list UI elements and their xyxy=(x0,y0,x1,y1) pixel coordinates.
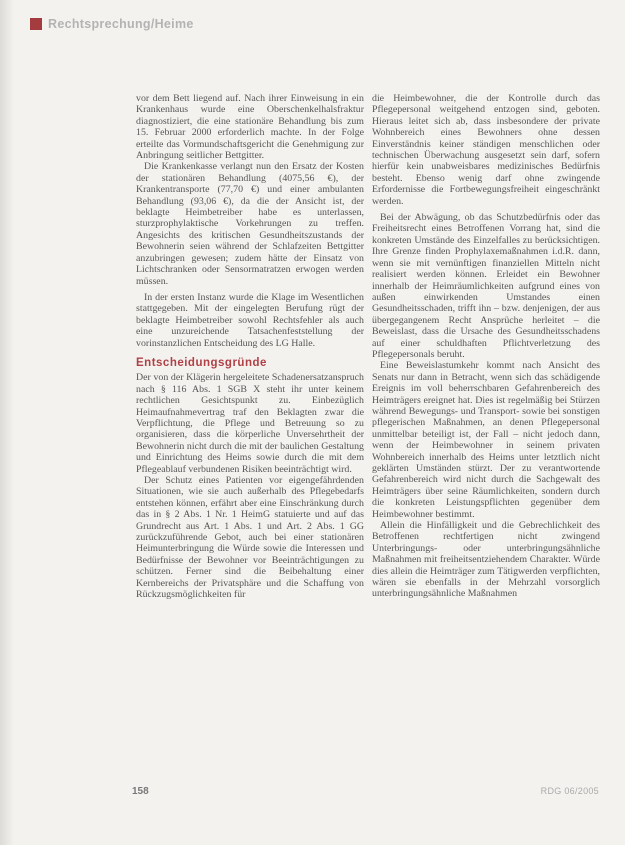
section-heading: Entscheidungsgründe xyxy=(136,356,267,369)
paragraph: Eine Beweislastumkehr kommt nach Ansicht des Senats nur dann in Betracht, wenn sich das schädigende Ereignis im voll beherrschbaren Gefahrenbereich des Heimträgers ereignet hat. Dies ist regelmäßig bei Stürzen während Bewegungs- und Transport- sowie bei sonstigen pflegerischen Maßnahmen, an denen Pflegepersonal unmittelbar beteiligt ist, der Fall – nicht jedoch dann, wenn der Heimbewohner in seinem privaten Wohnbereich innerhalb des Heims unter letztlich nicht geklärten Umständen stürzt. Der zu verantwortende Gefahrenbereich wird nicht durch die Sachgewalt des Heimträgers über seine Räumlichkeiten, sondern durch die konkreten Leistungspflichten gegenüber dem Heimbewohner bestimmt. xyxy=(372,360,600,520)
paragraph: Allein die Hinfälligkeit und die Gebrechlichkeit des Betroffenen rechtfertigen nicht zwingend Unterbringungs- oder unterbringungsähnliche Maßnahmen mit freiheitsentziehendem Charakter. Würde dies allein die Heimträger zum Tätigwerden verpflichten, wären sie ebenfalls in der Mehrzahl vorsorglich unterbringungsähnliche Maßnahmen xyxy=(372,520,600,600)
journal-reference: RDG 06/2005 xyxy=(540,786,599,796)
section-marker-icon xyxy=(30,18,42,30)
page-edge-shadow xyxy=(0,0,14,845)
right-column xyxy=(372,93,600,600)
paragraph: In der ersten Instanz wurde die Klage im Wesentlichen stattgegeben. Mit der eingelegten Berufung rügt der beklagte Heimbetreiber sowohl Rechtsfehler als auch eine unzureichende Tatsachenfeststellung der vorinstanzlichen Entscheidung des LG Halle. xyxy=(136,291,364,349)
paragraph: Bei der Abwägung, ob das Schutzbedürfnis oder das Freiheitsrecht eines Betroffenen Vorrang hat, sind die konkreten Umstände des Einzelfalles zu berücksichtigen. Ihre Grenze finden Prophylaxemaßnahmen i.d.R. dann, wenn sie mit vernünftigen finanziellen Mitteln nicht realisiert werden können. Erleidet ein Bewohner innerhalb der Heimräumlichkeiten aufgrund eines von außen einwirkenden Umstandes einen Gesundheitsschaden, trifft ihn – bzw. denjenigen, der aus übergegangenem Recht Ansprüche herleitet – die Beweislast, dass die Ursache des Gesundheitsschadens auf einer schuldhaften Pflichtverletzung des Pflegepersonals beruht. xyxy=(372,212,600,360)
paragraph: vor dem Bett liegend auf. Nach ihrer Einweisung in ein Krankenhaus wurde eine Oberschenkelhalsfraktur diagnostiziert, die eine stationäre Behandlung bis zum 15. Februar 2000 erforderlich machte. In der Folge erteilte das Vormundschaftsgericht die Genehmigung zur Anbringung seitlicher Bettgitter. xyxy=(136,93,364,162)
page-number: 158 xyxy=(132,786,149,797)
paragraph: Der von der Klägerin hergeleitete Schadenersatzanspruch nach § 116 Abs. 1 SGB X steht ihr unter keinem rechtlichen Gesichtspunkt zu. Einbezüglich Heimaufnahmevertrag traf den Beklagten zwar die Verpflichtung, die Pflege und Betreuung so zu organisieren, dass die körperliche Unversehrtheit der Bewohnerin nicht durch die mit der baulichen Gestaltung und Einrichtung des Heims sowie durch die mit dem Pflegeablauf verbundenen Risiken beeinträchtigt wird. xyxy=(136,372,364,475)
section-label: Rechtsprechung/Heime xyxy=(48,17,194,31)
paragraph: Die Krankenkasse verlangt nun den Ersatz der Kosten der stationären Behandlung (4075,56 €), der Krankentransporte (77,70 €) und einer ambulanten Behandlung (93,06 €), da die der Ansicht ist, der beklagte Heimbetreiber habe es unterlassen, sturzprophylaktische Vorkehrungen zu treffen. Angesichts des kritischen Gesundheitszustands der Bewohnerin seien während der Schlafzeiten Bettgitter anzubringen gewesen; zudem hätte der Einsatz von Lichtschranken oder Sensormatratzen erwogen werden müssen. xyxy=(136,161,364,287)
left-column xyxy=(136,93,364,600)
paragraph: Der Schutz eines Patienten vor eigengefährdenden Situationen, wie sie auch außerhalb des Pflegebedarfs entstehen können, erfährt aber eine Einschränkung durch das in § 2 Abs. 1 Nr. 1 HeimG statuierte und auf das Grundrecht aus Art. 1 Abs. 1 und Art. 2 Abs. 1 GG zurückzuführende Gebot, auch bei einer stationären Heimunterbringung die Würde sowie die Interessen und Bedürfnisse der Bewohner vor Beeinträchtigungen zu schützen. Ferner sind die Beibehaltung einer Kernbereichs der Privatsphäre und die Schaffung von Rückzugsmöglichkeiten für xyxy=(136,475,364,601)
paragraph: die Heimbewohner, die der Kontrolle durch das Pflegepersonal weitgehend entzogen sind, geboten. Hieraus leitet sich ab, dass insbesondere der private Wohnbereich eines Bewohners ohne dessen Einverständnis keiner ständigen menschlichen oder technischen Überwachung ausgesetzt sein darf, sofern hierfür kein unabweisbares medizinisches Bedürfnis besteht. Ebenso wenig darf ohne zwingende Erfordernisse die Fortbewegungsfreiheit eingeschränkt werden. xyxy=(372,93,600,207)
running-header xyxy=(30,14,194,34)
